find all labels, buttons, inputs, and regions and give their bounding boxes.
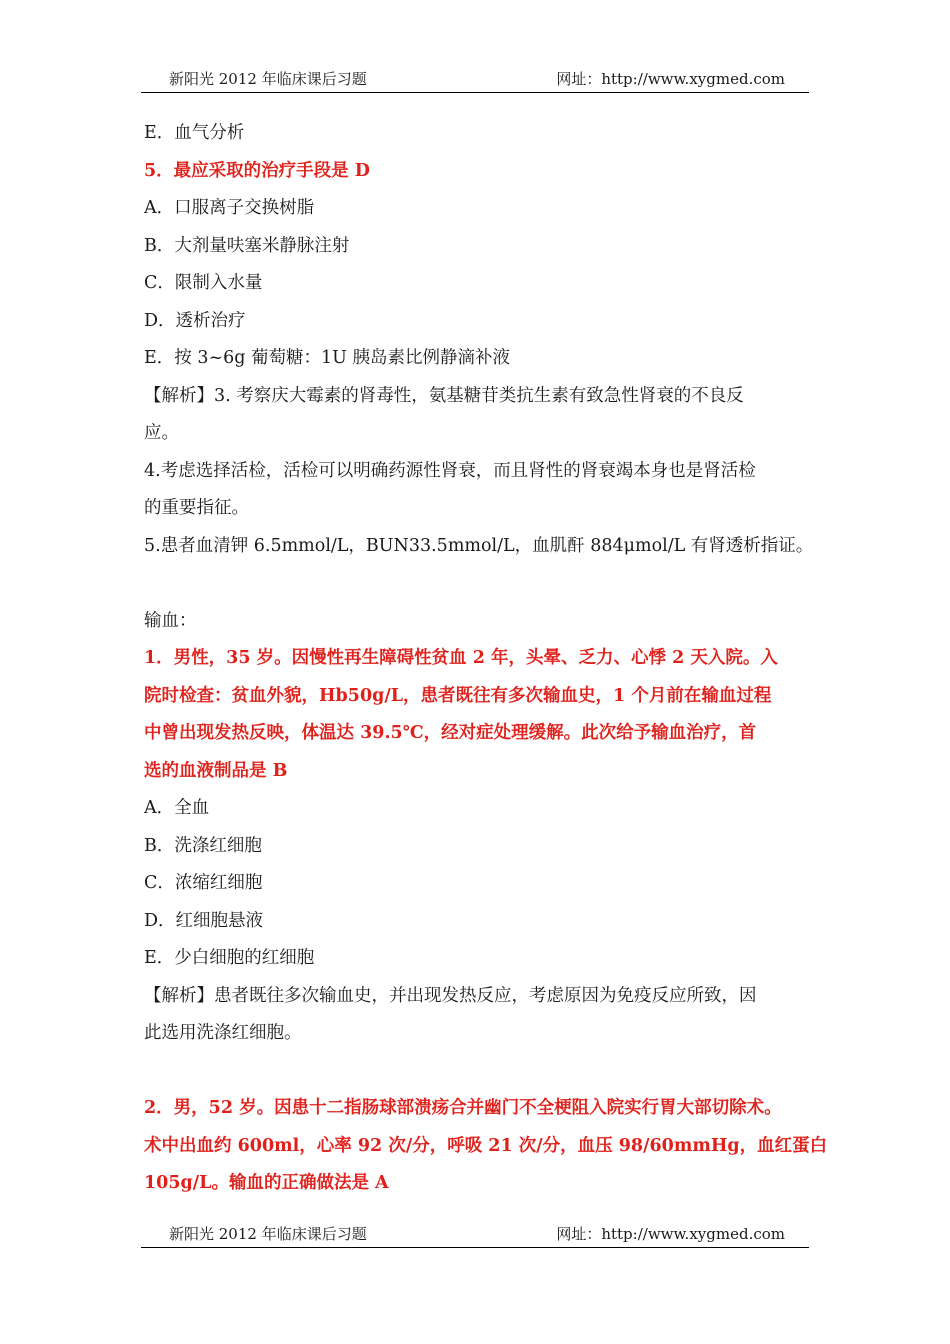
text-line: 4.考虑选择活检，活检可以明确药源性肾衰，而且肾性的肾衰竭本身也是肾活检 [144,460,756,481]
text-line: E．血气分析 [144,123,245,143]
document-body [144,115,828,1203]
blank-line [144,1053,809,1091]
page-footer [141,1219,809,1248]
question-line: 术中出血约 600ml，心率 92 次/分，呼吸 21 次/分，血压 98/60mmHg，血红蛋白 [144,1135,828,1156]
question-line: 1．男性，35 岁。因慢性再生障碍性贫血 2 年，头晕、乏力、心悸 2 天入院。入 [144,648,778,668]
text-line: 【解析】3. 考察庆大霉素的肾毒性，氨基糖苷类抗生素有致急性肾衰的不良反 [144,385,744,406]
text-line: A．全血 [144,798,210,818]
question-line: 选的血液制品是 B [144,760,288,781]
header-url: 网址：http://www.xygmed.com [556,70,785,88]
question-line: 5．最应采取的治疗手段是 D [144,160,370,181]
text-line: B．大剂量呋塞米静脉注射 [144,235,350,256]
text-line: 的重要指征。 [144,498,249,518]
text-line: 【解析】患者既往多次输血史，并出现发热反应，考虑原因为免疫反应所致，因 [144,985,757,1006]
text-line: 应。 [144,423,179,443]
header-title: 新阳光 2012 年临床课后习题 [169,70,367,88]
text-line: 此选用洗涤红细胞。 [144,1023,302,1043]
text-line: C．限制入水量 [144,273,263,293]
blank-line [144,565,809,603]
text-line: C．浓缩红细胞 [144,873,263,893]
question-line: 105g/L。输血的正确做法是 A [144,1173,389,1193]
question-line: 院时检查：贫血外貌，Hb50g/L，患者既往有多次输血史，1 个月前在输血过程 [144,685,772,706]
text-line: D．透析治疗 [144,310,246,331]
page-header [141,64,809,93]
text-line: 5.患者血清钾 6.5mmol/L，BUN33.5mmol/L，血肌酐 884μmol/L 有肾透析指证。 [144,535,814,556]
footer-title: 新阳光 2012 年临床课后习题 [169,1225,367,1243]
question-line: 中曾出现发热反映，体温达 39.5℃，经对症处理缓解。此次给予输血治疗，首 [144,723,757,743]
footer-url: 网址：http://www.xygmed.com [556,1225,785,1243]
text-line: A．口服离子交换树脂 [144,198,315,218]
text-line: D．红细胞悬液 [144,910,264,931]
text-line: B．洗涤红细胞 [144,835,262,856]
text-line: E．按 3~6g 葡萄糖：1U 胰岛素比例静滴补液 [144,348,510,368]
text-line: E．少白细胞的红细胞 [144,948,315,968]
question-line: 2．男，52 岁。因患十二指肠球部溃疡合并幽门不全梗阻入院实行胃大部切除术。 [144,1098,782,1118]
text-line: 输血： [144,610,197,631]
